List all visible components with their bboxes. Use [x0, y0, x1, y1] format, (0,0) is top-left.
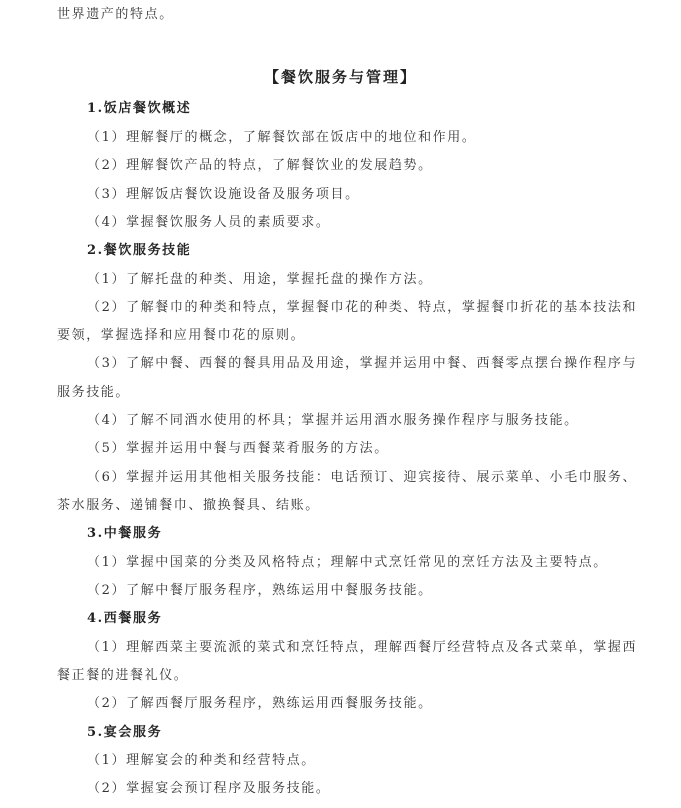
s1-item-4: （4）掌握餐饮服务人员的素质要求。: [87, 215, 331, 230]
s1-item-2: （2）理解餐饮产品的特点，了解餐饮业的发展趋势。: [87, 158, 433, 173]
s2-item-6-line-2: 茶水服务、递铺餐巾、撤换餐具、结账。: [57, 498, 320, 513]
s1-item-1: （1）理解餐厅的概念，了解餐饮部在饭店中的地位和作用。: [87, 130, 477, 145]
top-line: 世界遗产的特点。: [57, 7, 174, 22]
s2-item-4: （4）了解不同酒水使用的杯具；掌握并运用酒水服务操作程序与服务技能。: [87, 413, 579, 428]
heading-4: 4.西餐服务: [87, 611, 163, 626]
heading-2: 2.餐饮服务技能: [87, 243, 192, 258]
s2-item-6-line-1: （6）掌握并运用其他相关服务技能：电话预订、迎宾接待、展示菜单、小毛巾服务、: [87, 470, 638, 485]
s1-item-3: （3）理解饭店餐饮设施设备及服务项目。: [87, 187, 360, 202]
s4-item-2: （2）了解西餐厅服务程序，熟练运用西餐服务技能。: [87, 696, 433, 711]
s4-item-1-line-1: （1）理解西菜主要流派的菜式和烹饪特点，理解西餐厅经营特点及各式菜单，掌握西: [87, 640, 638, 655]
s5-item-2: （2）掌握宴会预订程序及服务技能。: [87, 781, 331, 796]
s2-item-2-line-1: （2）了解餐巾的种类和特点，掌握餐巾花的种类、特点，掌握餐巾折花的基本技法和: [87, 300, 638, 315]
s5-item-1: （1）理解宴会的种类和经营特点。: [87, 753, 316, 768]
s2-item-3-line-2: 服务技能。: [57, 385, 131, 400]
section-title: 【餐饮服务与管理】: [263, 68, 417, 86]
s4-item-1-line-2: 餐正餐的进餐礼仪。: [57, 668, 189, 683]
s3-item-2: （2）了解中餐厅服务程序，熟练运用中餐服务技能。: [87, 583, 433, 598]
s2-item-3-line-1: （3）了解中餐、西餐的餐具用品及用途，掌握并运用中餐、西餐零点摆台操作程序与: [87, 356, 638, 371]
heading-1: 1.饭店餐饮概述: [87, 101, 192, 116]
heading-3: 3.中餐服务: [87, 526, 163, 541]
s2-item-2-line-2: 要领，掌握选择和应用餐巾花的原则。: [57, 328, 306, 343]
heading-5: 5.宴会服务: [87, 725, 163, 740]
s2-item-5: （5）掌握并运用中餐与西餐菜肴服务的方法。: [87, 441, 389, 456]
s2-item-1: （1）了解托盘的种类、用途，掌握托盘的操作方法。: [87, 272, 433, 287]
s3-item-1: （1）掌握中国菜的分类及风格特点；理解中式烹饪常见的烹饪方法及主要特点。: [87, 555, 608, 570]
